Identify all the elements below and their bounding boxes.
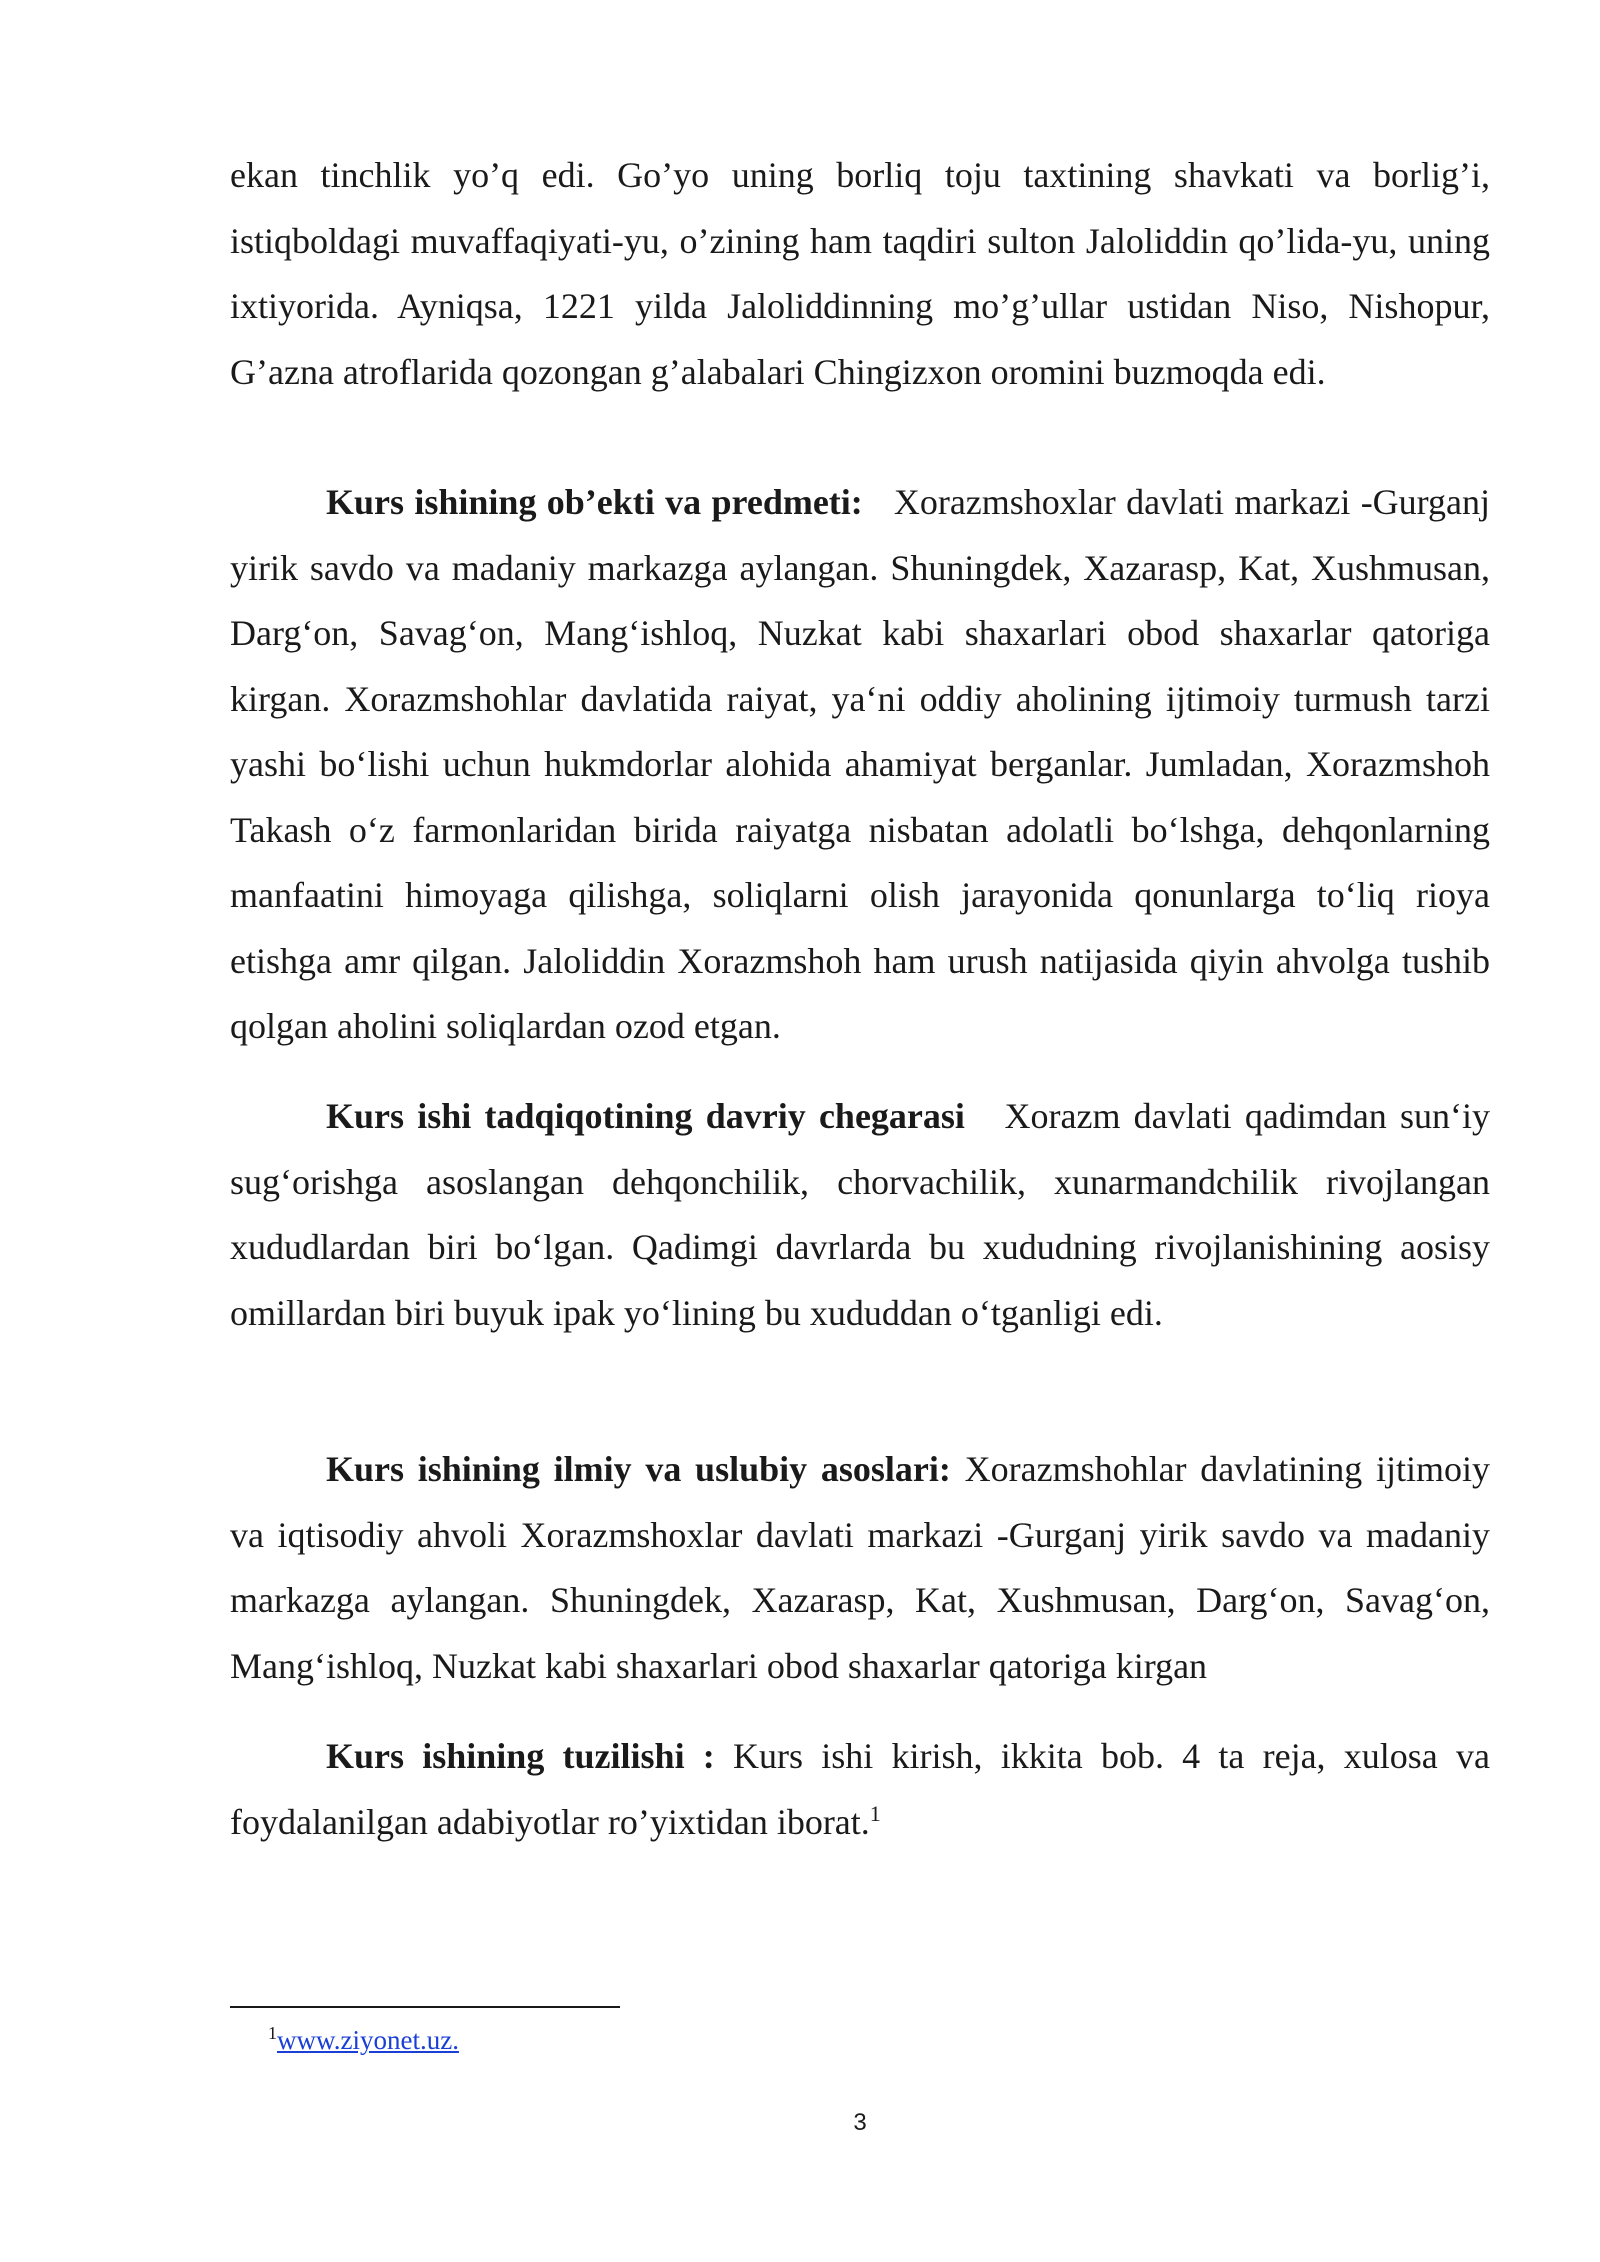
section-text: Xorazmshoxlar davlati markazi -Gurganj yirik savdo va madaniy markazga aylangan. Shuningdek, Xazarasp, Kat, Xushmusan, Darg‘on, Savag‘on, Mang‘ishloq, Nuzkat kabi shaxarlari obod shaxarlar qatoriga kirgan. Xorazmshohlar davlatida raiyat, ya‘ni oddiy aholining ijtimoiy turmush tarzi yashi bo‘lishi uchun hukmdorlar alohida ahamiyat berganlar. Jumladan, Xorazmshoh Takash o‘z farmonlaridan birida raiyatga nisbatan adolatli bo‘lshga, dehqonlarning manfaatini himoyaga qilishga, soliqlarni olish jarayonida qonunlarga to‘liq rioya etishga amr qilgan. Jaloliddin Xorazmshoh ham urush natijasida qiyin ahvolga tushib qolgan aholini soliqlardan ozod etgan.	[230, 482, 1490, 1046]
footnote-link[interactable]: www.ziyonet.uz.	[277, 2025, 459, 2055]
footnote-marker: 1	[268, 2023, 277, 2043]
footnote	[268, 2023, 459, 2057]
paragraph-text: ekan tinchlik yo’q edi. Go’yo uning borliq toju taxtining shavkati va borlig’i, istiqboldagi muvaffaqiyati-yu, o’zining ham taqdiri sulton Jaloliddin qo’lida-yu, uning ixtiyorida. Ayniqsa, 1221 yilda Jaloliddinning mo’g’ullar ustidan Niso, Nishopur, G’azna atroflarida qozongan g’alabalari Chingizxon oromini buzmoqda edi.	[230, 155, 1490, 392]
section-heading: Kurs ishi tadqiqotining davriy chegarasi	[326, 1096, 965, 1136]
section-structure	[230, 1724, 1490, 1855]
section-heading: Kurs ishining tuzilishi :	[326, 1736, 715, 1776]
section-period-boundaries	[230, 1084, 1490, 1346]
section-text: Xorazmshohlar davlatining ijtimoiy va iqtisodiy ahvoli Xorazmshoxlar davlati markazi -Gurganj yirik savdo va madaniy markazga aylangan. Shuningdek, Xazarasp, Kat, Xushmusan, Darg‘on, Savag‘on, Mang‘ishloq, Nuzkat kabi shaxarlari obod shaxarlar qatoriga kirgan	[230, 1449, 1491, 1686]
body-paragraph-1	[230, 143, 1490, 405]
section-heading: Kurs ishining ob’ekti va predmeti:	[326, 482, 863, 522]
footnote-separator	[230, 2006, 620, 2008]
page-number: 3	[853, 2109, 867, 2136]
section-text: Xorazm davlati qadimdan sun‘iy sug‘orishga asoslangan dehqonchilik, chorvachilik, xunarmandchilik rivojlangan xududlardan biri bo‘lgan. Qadimgi davrlarda bu xududning rivojlanishining aosisy omillardan biri buyuk ipak yo‘lining bu xududdan o‘tganligi edi.	[230, 1096, 1491, 1333]
footnote-reference[interactable]: 1	[869, 1800, 881, 1826]
section-scientific-basis	[230, 1437, 1490, 1699]
section-text: Kurs ishi kirish, ikkita bob. 4 ta reja, xulosa va foydalanilgan adabiyotlar ro’yixtidan iborat.	[230, 1736, 1490, 1842]
section-object-and-subject	[230, 470, 1490, 1060]
section-heading: Kurs ishining ilmiy va uslubiy asoslari:	[326, 1449, 951, 1489]
